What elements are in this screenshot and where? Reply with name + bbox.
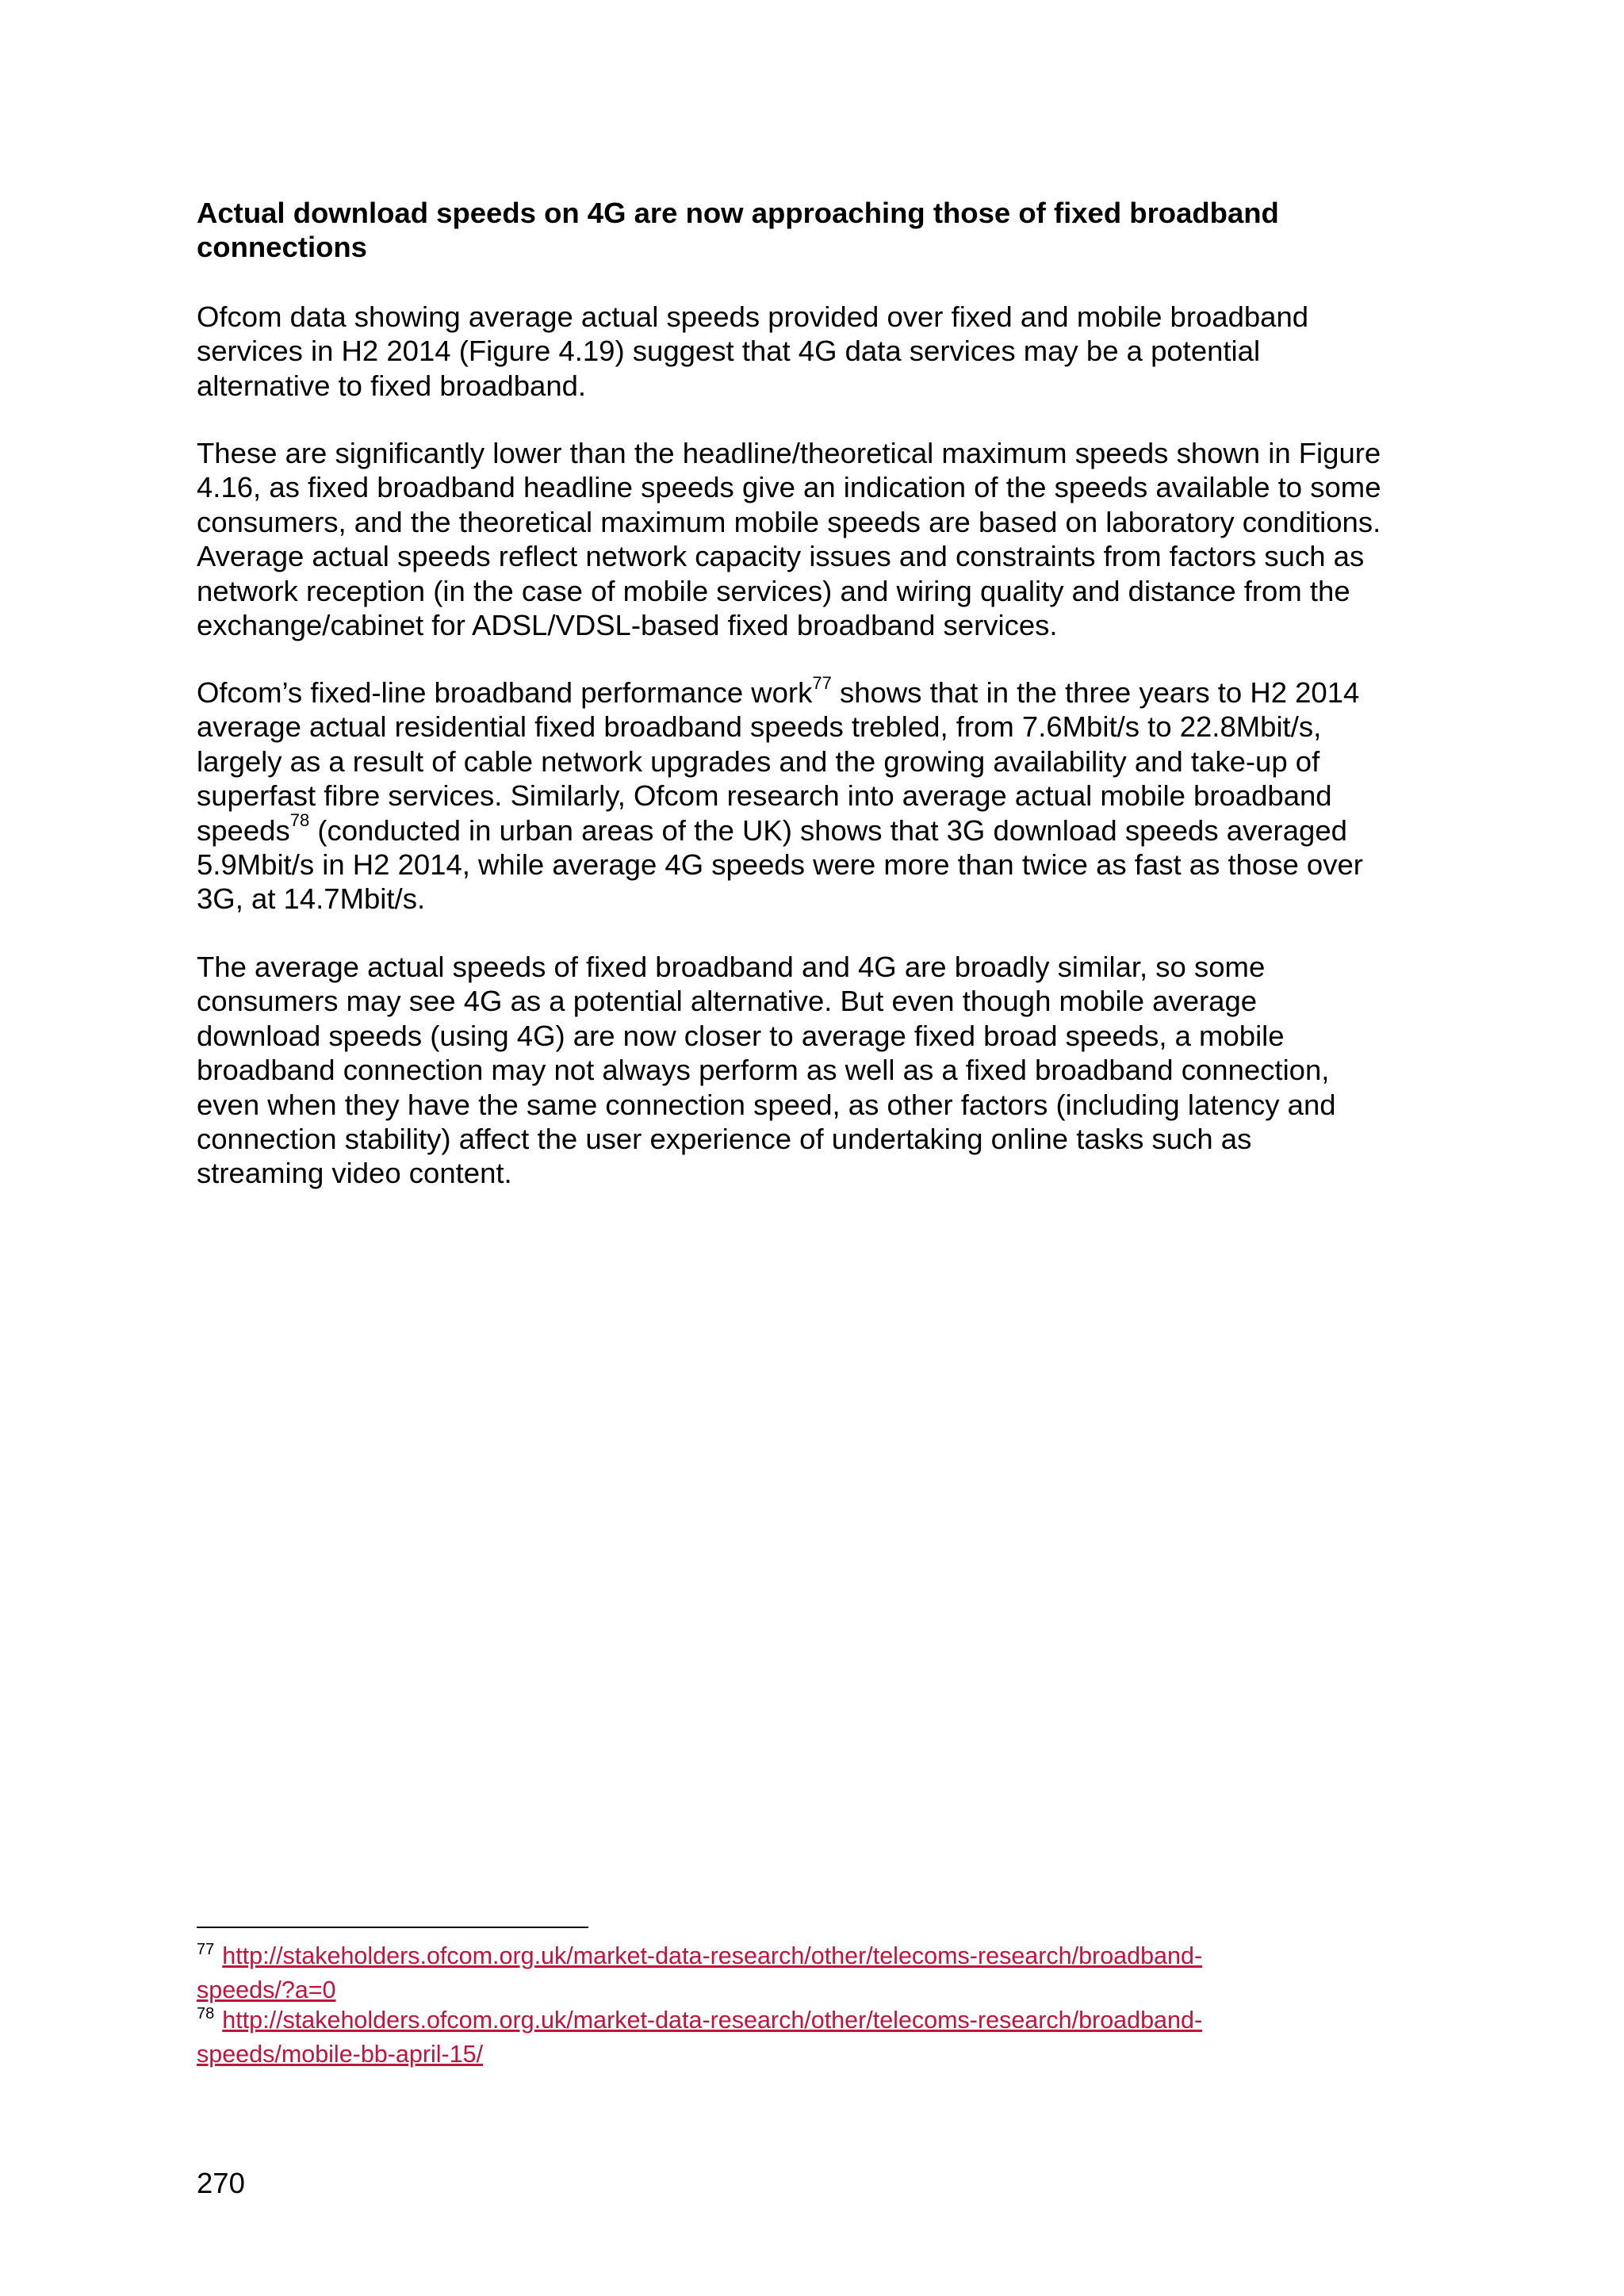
text-line: exchange/cabinet for ADSL/VDSL-based fixed broadband services. [197, 609, 1058, 642]
paragraph-fixed-vs-mobile-data [197, 300, 1450, 403]
text-line: consumers, and the theoretical maximum mobile speeds are based on laboratory conditions. [197, 505, 1381, 538]
text-line [197, 810, 1450, 848]
text-line: streaming video content. [197, 1157, 512, 1190]
text-line: average actual residential fixed broadband speeds trebled, from 7.6Mbit/s to 22.8Mbit/s, [197, 710, 1322, 744]
footnote-reference-77[interactable]: 77 [812, 672, 832, 693]
text-line: alternative to fixed broadband. [197, 369, 587, 402]
footnote-number: 77 [197, 1941, 215, 1958]
footnote-link[interactable]: http://stakeholders.ofcom.org.uk/market-data-research/other/telecoms-research/broadband- [222, 1942, 1203, 1969]
footnote-link[interactable]: speeds/mobile-bb-april-15/ [197, 2040, 484, 2068]
text-segment: speeds [197, 813, 290, 847]
text-line: 5.9Mbit/s in H2 2014, while average 4G speeds were more than twice as fast as those over [197, 848, 1363, 882]
text-segment: Ofcom’s fixed-line broadband performance work [197, 676, 813, 709]
text-line: Ofcom data showing average actual speeds provided over fixed and mobile broadband [197, 300, 1309, 333]
footnote-line [197, 2005, 1450, 2039]
page-number: 270 [197, 2167, 245, 2199]
paragraph-similar-speeds [197, 950, 1450, 1191]
text-line [197, 672, 1450, 710]
paragraph-performance-research [197, 672, 1450, 916]
heading-line: connections [197, 231, 367, 263]
footnotes [197, 1941, 1450, 2069]
text-line: download speeds (using 4G) are now closer to average fixed broad speeds, a mobile [197, 1019, 1285, 1052]
text-line: superfast fibre services. Similarly, Ofcom research into average actual mobile broadband [197, 779, 1332, 813]
text-line: These are significantly lower than the headline/theoretical maximum speeds shown in Figure [197, 437, 1381, 469]
section-heading [197, 196, 1434, 264]
footnote-number: 78 [197, 2005, 215, 2022]
document-page [197, 0, 1434, 2296]
text-line: The average actual speeds of fixed broadband and 4G are broadly similar, so some [197, 951, 1266, 983]
text-segment: shows that in the three years to H2 2014 [831, 676, 1360, 709]
text-line: network reception (in the case of mobile services) and wiring quality and distance from the [197, 574, 1350, 607]
text-line: connection stability) affect the user experience of undertaking online tasks such as [197, 1123, 1252, 1156]
text-line: services in H2 2014 (Figure 4.19) suggest that 4G data services may be a potential [197, 335, 1261, 368]
footnote-77 [197, 1941, 1450, 2005]
footnote-link[interactable]: speeds/?a=0 [197, 1976, 336, 2003]
text-line: Average actual speeds reflect network capacity issues and constraints from factors such as [197, 540, 1365, 573]
footnote-78 [197, 2005, 1450, 2069]
text-line: 3G, at 14.7Mbit/s. [197, 882, 426, 916]
heading-line: Actual download speeds on 4G are now approaching those of fixed broadband [197, 197, 1279, 229]
footnote-line [197, 1941, 1450, 1975]
text-line: broadband connection may not always perform as well as a fixed broadband connection, [197, 1054, 1330, 1087]
text-line: 4.16, as fixed broadband headline speeds give an indication of the speeds available to some [197, 471, 1381, 504]
footnote-reference-78[interactable]: 78 [289, 810, 310, 831]
footnote-link[interactable]: http://stakeholders.ofcom.org.uk/market-data-research/other/telecoms-research/broadband- [222, 2007, 1203, 2034]
footnote-divider [197, 1927, 588, 1928]
text-line: even when they have the same connection speed, as other factors (including latency and [197, 1088, 1336, 1121]
text-line: consumers may see 4G as a potential alternative. But even though mobile average [197, 985, 1258, 1018]
paragraph-headline-speeds [197, 436, 1450, 642]
text-line: largely as a result of cable network upgrades and the growing availability and take-up of [197, 744, 1320, 778]
text-segment: (conducted in urban areas of the UK) shows that 3G download speeds averaged [309, 813, 1347, 847]
